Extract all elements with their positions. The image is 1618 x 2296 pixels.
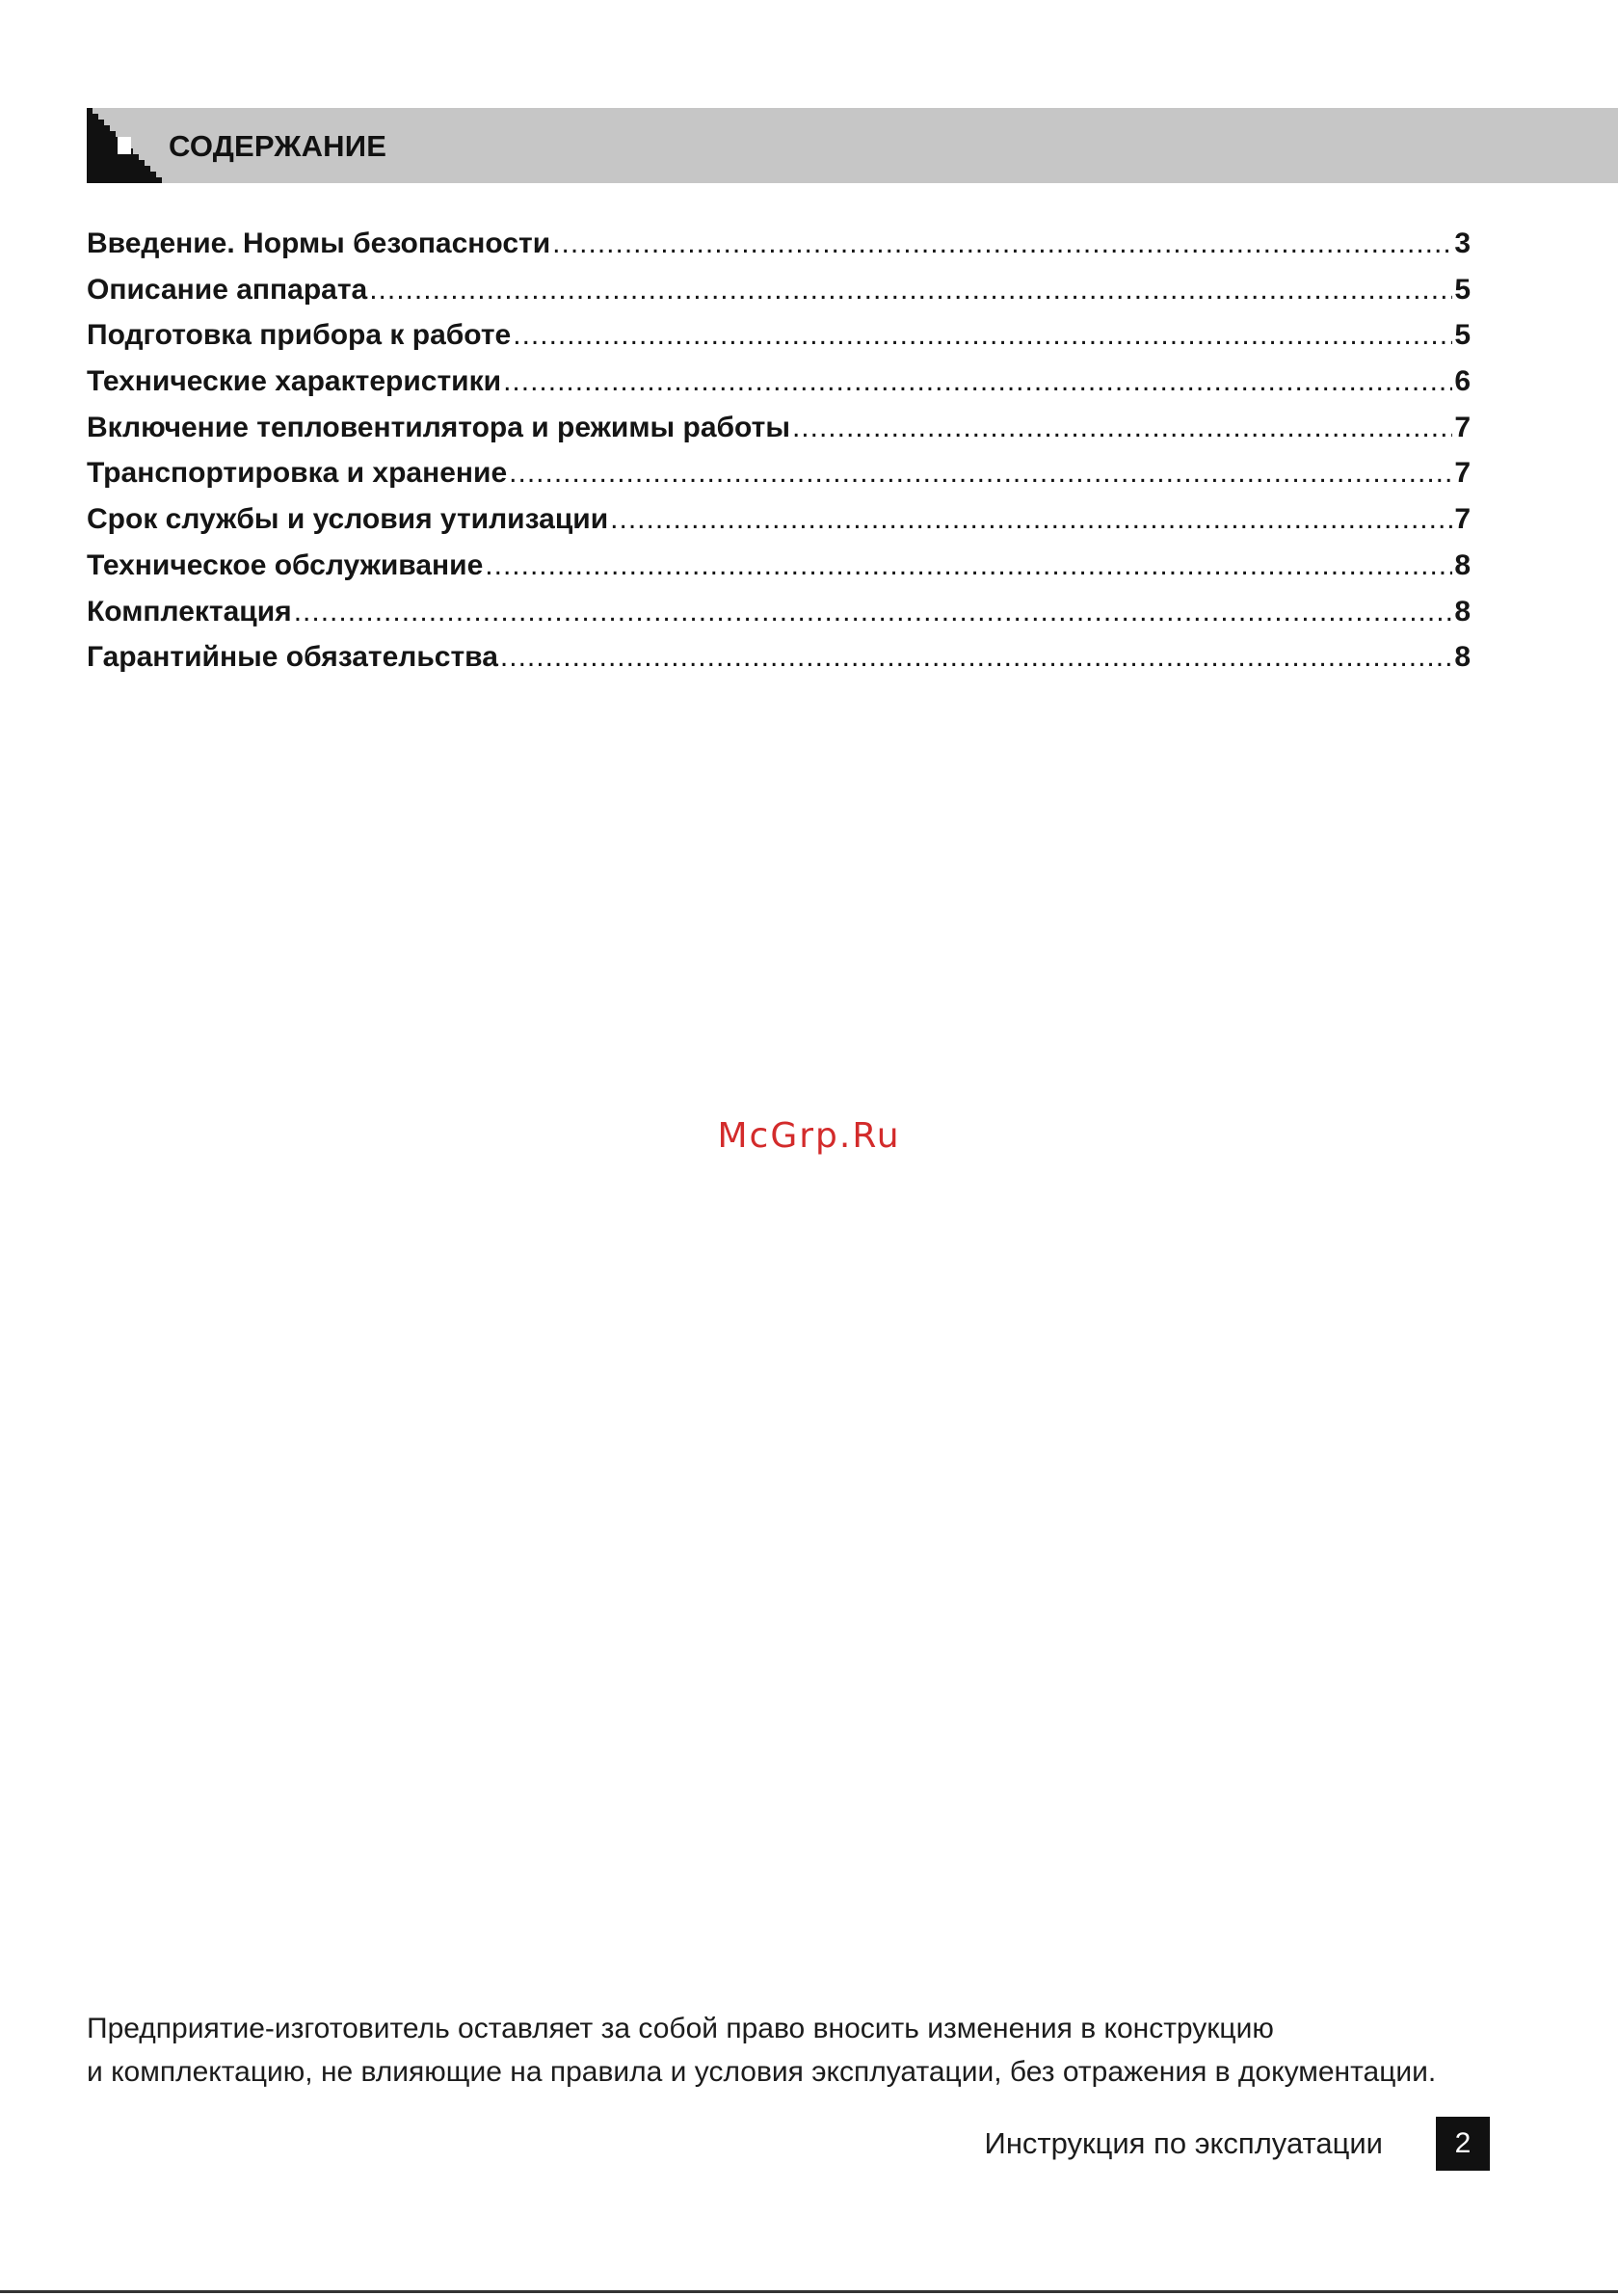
toc-entry[interactable] — [87, 274, 1471, 320]
toc-dot-leader — [294, 596, 1453, 628]
toc-entry[interactable] — [87, 319, 1471, 365]
footer-document-label: Инструкция по эксплуатации — [984, 2126, 1383, 2160]
toc-dot-leader — [792, 412, 1452, 444]
toc-dot-leader — [503, 365, 1452, 398]
watermark-text: McGrp.Ru — [717, 1116, 901, 1156]
toc-entry-title: Введение. Нормы безопасности — [87, 227, 551, 259]
toc-dot-leader — [552, 227, 1452, 260]
toc-entry[interactable] — [87, 503, 1471, 549]
toc-entry[interactable] — [87, 227, 1471, 274]
toc-entry-title: Подготовка прибора к работе — [87, 319, 512, 352]
toc-entry-title: Транспортировка и хранение — [87, 457, 508, 490]
toc-entry-page: 6 — [1454, 365, 1471, 398]
toc-entry-title: Гарантийные обязательства — [87, 641, 498, 674]
toc-entry-page: 8 — [1454, 641, 1471, 674]
table-of-contents — [87, 227, 1471, 687]
toc-entry[interactable] — [87, 457, 1471, 503]
toc-entry-title: Включение тепловентилятора и режимы работы — [87, 411, 790, 443]
toc-dot-leader — [610, 503, 1452, 536]
page-title: СОДЕРЖАНИЕ — [169, 129, 387, 163]
disclaimer-line: и комплектацию, не влияющие на правила и условия эксплуатации, без отражения в документации. — [87, 2056, 1437, 2088]
toc-entry-page: 7 — [1454, 457, 1471, 490]
bottom-divider — [0, 2290, 1618, 2293]
toc-entry-page: 7 — [1454, 503, 1471, 536]
toc-entry-page: 3 — [1454, 227, 1471, 259]
toc-entry-title: Комплектация — [87, 595, 292, 627]
toc-entry-page: 8 — [1454, 548, 1471, 581]
stepped-corner-icon — [87, 108, 162, 183]
toc-entry[interactable] — [87, 596, 1471, 642]
toc-dot-leader — [509, 457, 1452, 490]
toc-dot-leader — [485, 549, 1452, 582]
toc-dot-leader — [500, 641, 1452, 674]
toc-entry[interactable] — [87, 549, 1471, 596]
toc-entry[interactable] — [87, 412, 1471, 458]
toc-dot-leader — [369, 274, 1452, 307]
toc-entry-page: 7 — [1454, 411, 1471, 443]
toc-entry-title: Срок службы и условия утилизации — [87, 503, 609, 536]
page-number-badge: 2 — [1436, 2117, 1490, 2171]
toc-dot-leader — [513, 319, 1452, 352]
toc-entry[interactable] — [87, 641, 1471, 687]
toc-entry-title: Техническое обслуживание — [87, 548, 484, 581]
toc-entry-title: Технические характеристики — [87, 365, 502, 398]
toc-entry-page: 5 — [1454, 273, 1471, 306]
disclaimer-line: Предприятие-изготовитель оставляет за собой право вносить изменения в конструкцию — [87, 2013, 1274, 2044]
toc-entry-page: 5 — [1454, 319, 1471, 352]
toc-entry-page: 8 — [1454, 595, 1471, 627]
toc-entry[interactable] — [87, 365, 1471, 412]
toc-entry-title: Описание аппарата — [87, 273, 368, 306]
disclaimer-note — [87, 2007, 1532, 2094]
